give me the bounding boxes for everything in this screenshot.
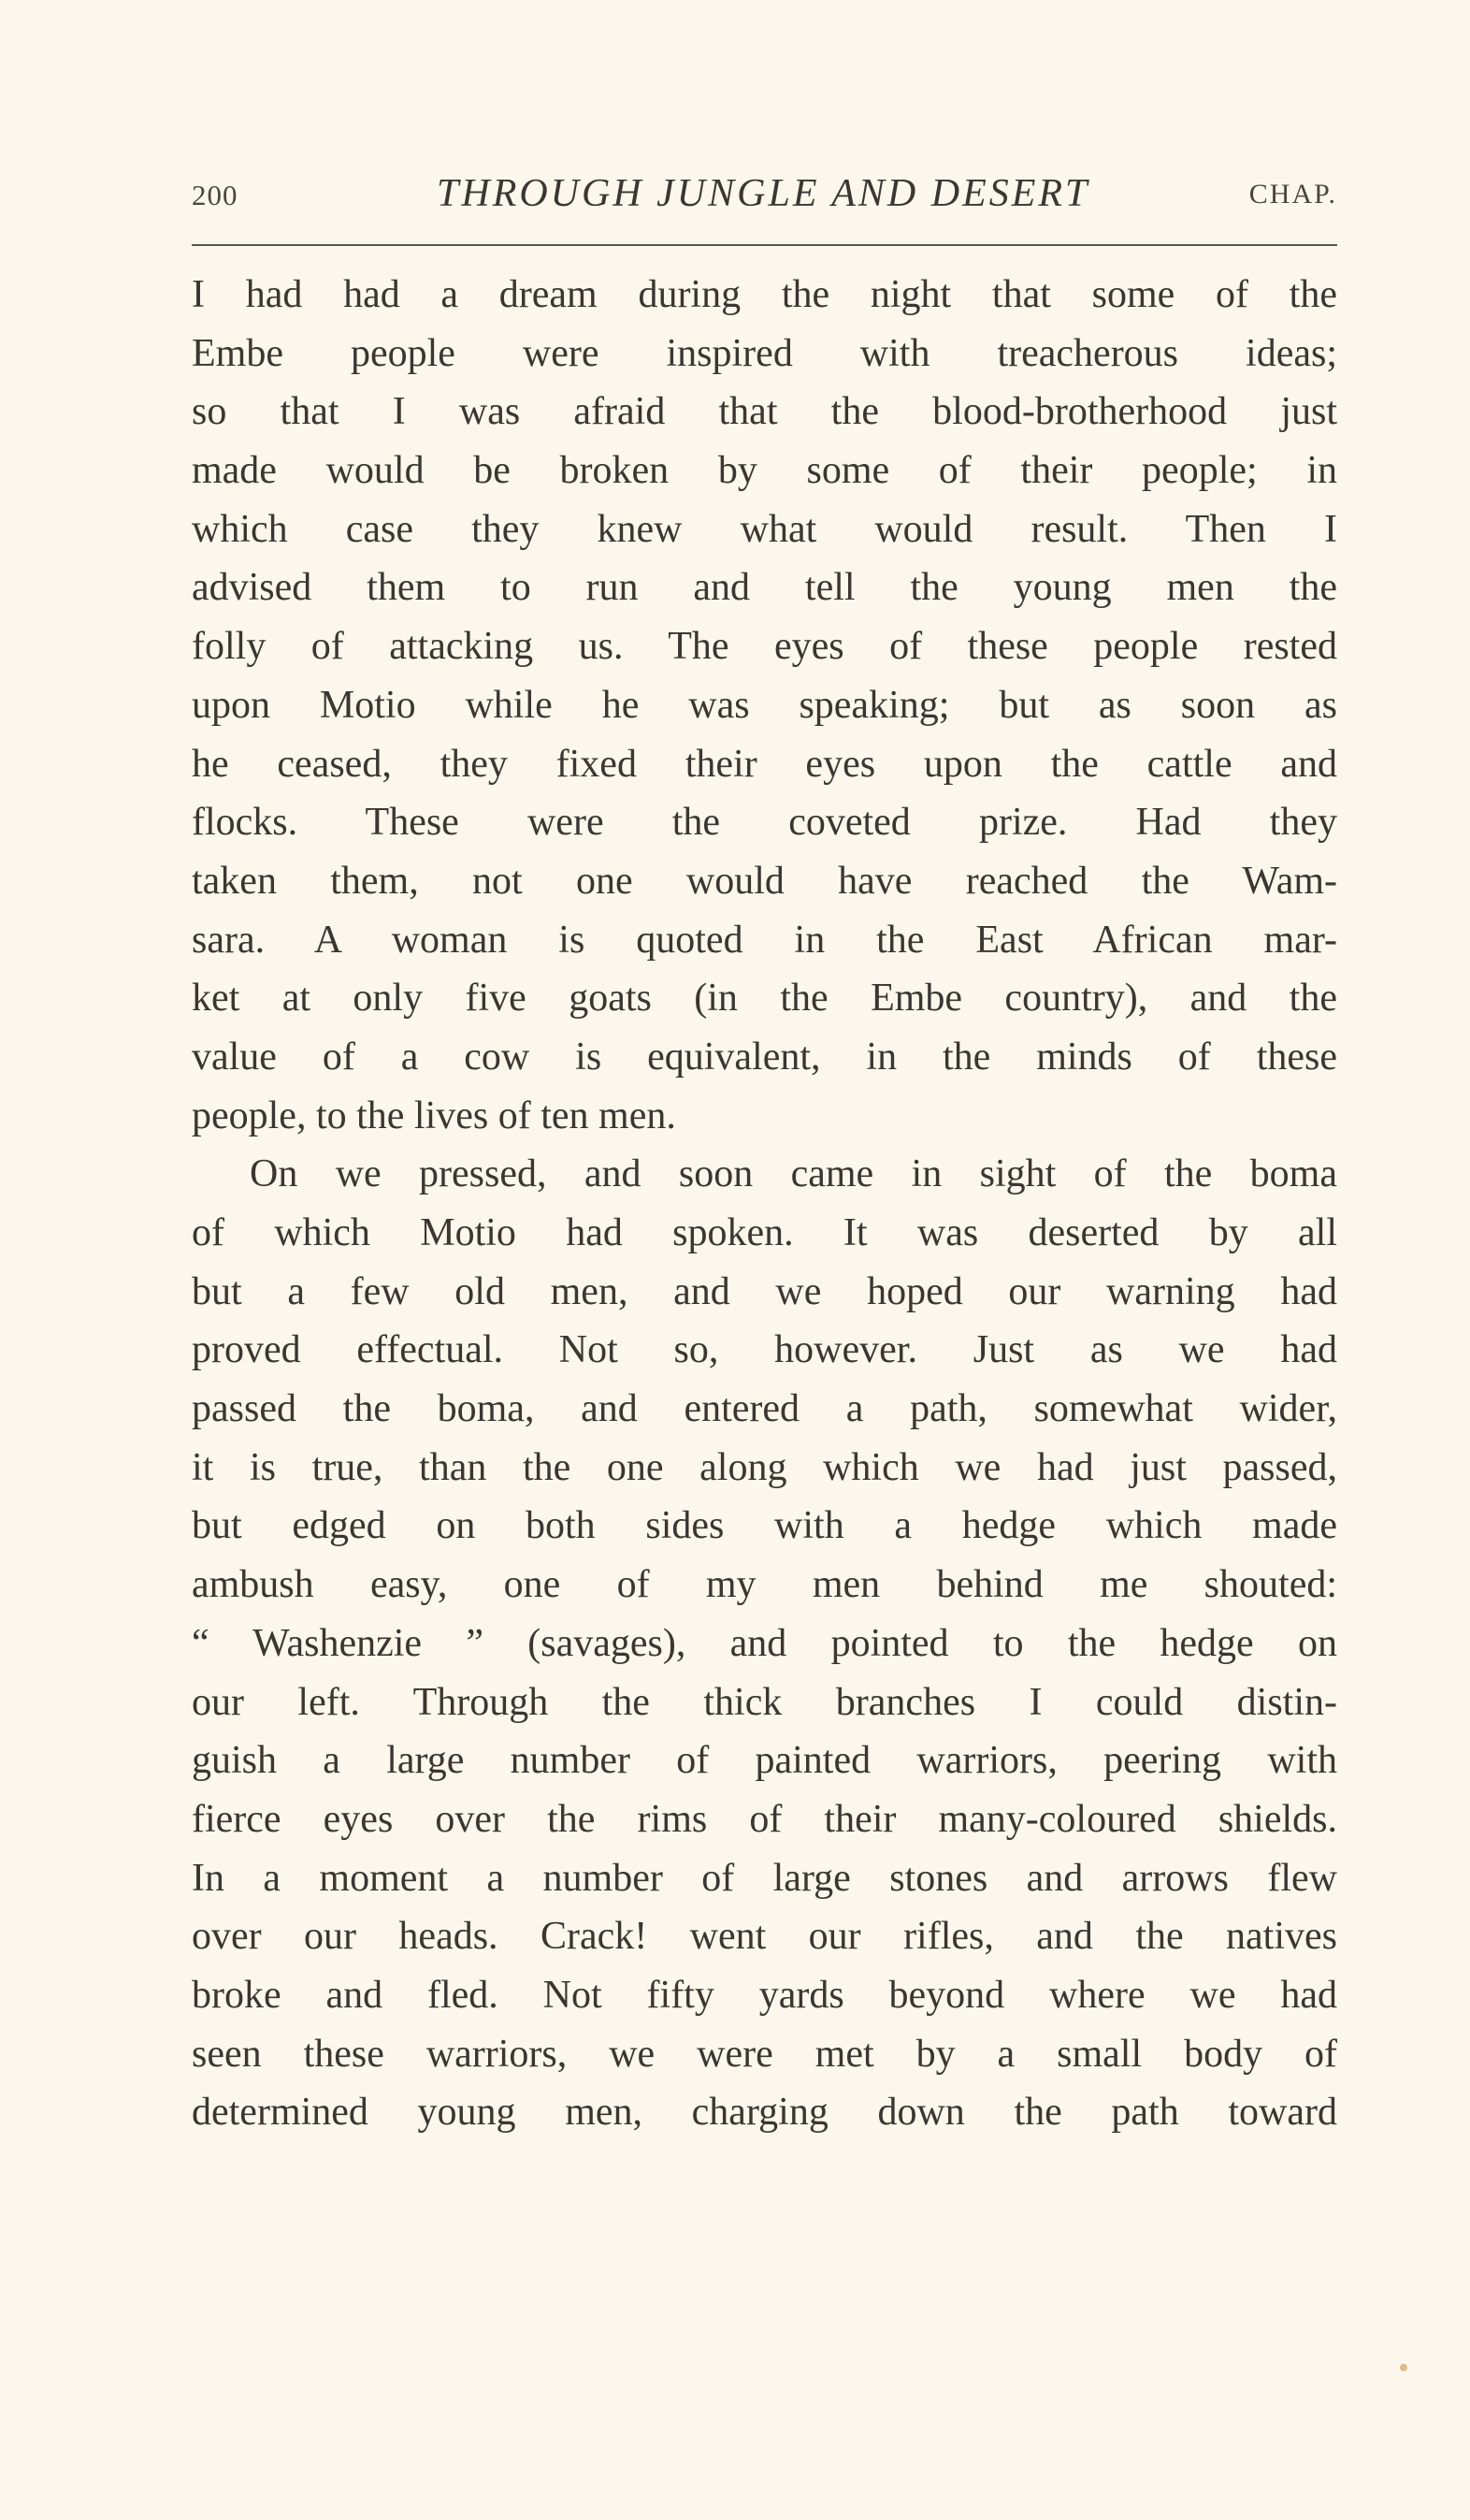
text-line: he ceased, they fixed their eyes upon the cattle and [192, 742, 1337, 786]
text-line: Embe people were inspired with treacherous ideas; [192, 331, 1337, 375]
text-line: made would be broken by some of their people; in [192, 449, 1337, 493]
text-line: determined young men, charging down the path toward [192, 2091, 1337, 2135]
text-line: broke and fled. Not fifty yards beyond where we had [192, 1973, 1337, 2017]
text-line: our left. Through the thick branches I could distin- [192, 1680, 1337, 1724]
paragraph-1 [192, 266, 1337, 1145]
text-line: passed the boma, and entered a path, somewhat wider, [192, 1387, 1337, 1431]
chapter-label: CHAP. [1248, 179, 1337, 210]
text-line: ambush easy, one of my men behind me shouted: [192, 1563, 1337, 1607]
text-line: guish a large number of painted warriors, peering with [192, 1739, 1337, 1783]
text-line: advised them to run and tell the young men the [192, 566, 1337, 610]
text-line: upon Motio while he was speaking; but as soon as [192, 683, 1337, 727]
paragraph-2 [192, 1145, 1337, 2142]
text-line: In a moment a number of large stones and arrows flew [192, 1856, 1337, 1900]
text-line: proved effectual. Not so, however. Just as we had [192, 1328, 1337, 1372]
text-line: taken them, not one would have reached the Wam- [192, 859, 1337, 903]
page-number: 200 [192, 179, 238, 211]
running-header [192, 171, 1337, 227]
text-line: sara. A woman is quoted in the East African mar- [192, 918, 1337, 962]
text-line: I had had a dream during the night that some of the [192, 273, 1337, 316]
text-line: but edged on both sides with a hedge which made [192, 1504, 1337, 1548]
paper-speck [1400, 2364, 1407, 2371]
text-line: but a few old men, and we hoped our warning had [192, 1269, 1337, 1313]
running-title: THROUGH JUNGLE AND DESERT [437, 172, 1090, 215]
text-line: On we pressed, and soon came in sight of the boma [250, 1152, 1337, 1196]
text-line: which case they knew what would result. Then I [192, 507, 1337, 551]
text-line: of which Motio had spoken. It was deserted by all [192, 1211, 1337, 1254]
text-line: people, to the lives of ten men. [192, 1093, 676, 1137]
text-line: value of a cow is equivalent, in the minds of these [192, 1035, 1337, 1079]
header-rule [192, 244, 1337, 246]
text-line: flocks. These were the coveted prize. Had they [192, 801, 1337, 845]
text-line: ket at only five goats (in the Embe country), and the [192, 977, 1337, 1021]
text-line: folly of attacking us. The eyes of these people rested [192, 625, 1337, 669]
text-line: it is true, than the one along which we had just passed, [192, 1445, 1337, 1489]
text-line: over our heads. Crack! went our rifles, and the natives [192, 1915, 1337, 1959]
text-line: “ Washenzie ” (savages), and pointed to the hedge on [192, 1621, 1337, 1665]
text-line: seen these warriors, we were met by a small body of [192, 2032, 1337, 2076]
body-text [192, 266, 1337, 2142]
text-line: so that I was afraid that the blood-brotherhood just [192, 390, 1337, 434]
text-line: fierce eyes over the rims of their many-coloured shields. [192, 1797, 1337, 1841]
